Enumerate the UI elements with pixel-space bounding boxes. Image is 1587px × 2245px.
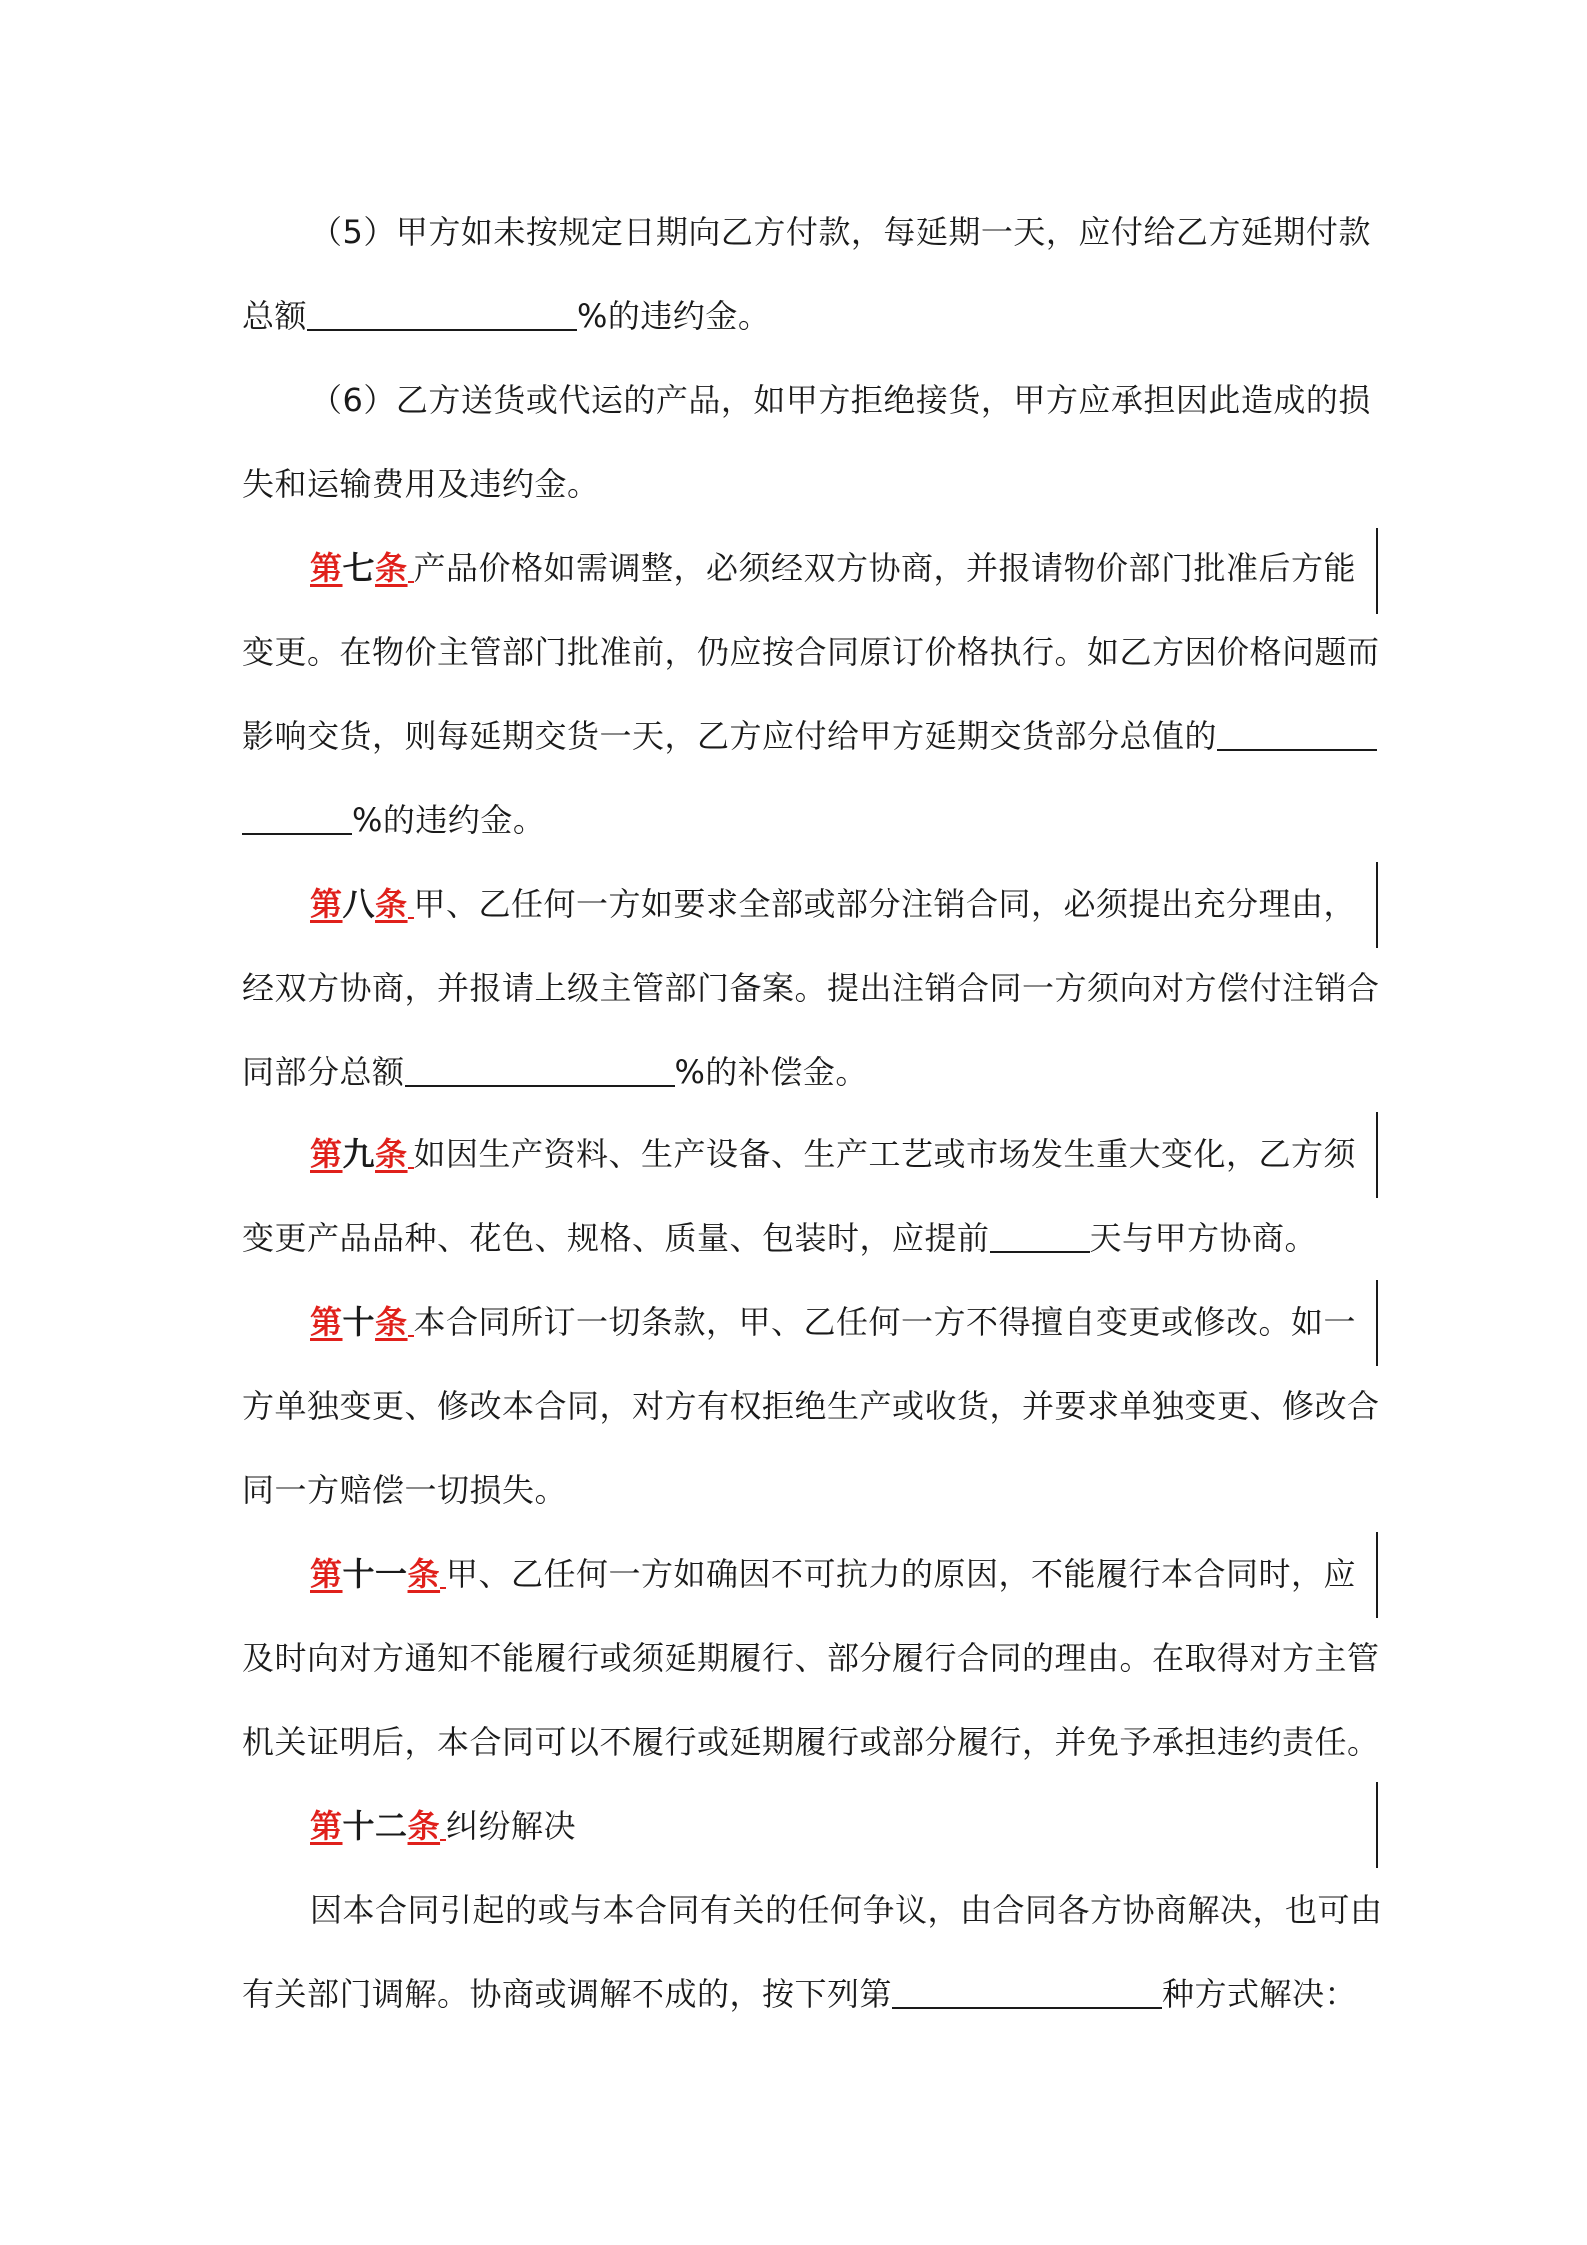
- fill-blank-percent[interactable]: [307, 293, 577, 331]
- article-9-label-di: 第: [310, 1135, 343, 1173]
- article-9-text-2: 变更产品品种、花色、规格、质量、包装时，应提前: [242, 1219, 990, 1257]
- article-8-line-3: [242, 1042, 1352, 1102]
- revision-bar: [1376, 528, 1378, 614]
- revision-bar: [1376, 862, 1378, 948]
- article-7-text: 产品价格如需调整，必须经双方协商，并报请物价部门批准后方能: [413, 549, 1357, 587]
- article-8-label-num: 八: [342, 885, 376, 923]
- article-7-line-4: [242, 790, 1352, 850]
- article-7-line-1: [310, 538, 1357, 598]
- article-11-label-di: 第: [310, 1555, 343, 1593]
- clause-6-line-2: [242, 454, 1352, 514]
- article-8-label-di: 第: [310, 885, 343, 923]
- article-12-heading: 纠纷解决: [446, 1807, 577, 1845]
- article-10-line-3: [242, 1460, 1352, 1520]
- article-7-label-di: 第: [310, 549, 343, 587]
- article-11-text: 甲、乙任何一方如确因不可抗力的原因，不能履行本合同时，应: [446, 1555, 1357, 1593]
- fill-blank-percent[interactable]: [405, 1049, 675, 1087]
- article-12-label-di: 第: [310, 1807, 343, 1845]
- article-12-line-3: [242, 1964, 1358, 2024]
- article-12-label-num: 十二: [342, 1807, 408, 1845]
- article-12-line-2: [310, 1880, 1383, 1940]
- article-7-label-num: 七: [342, 549, 376, 587]
- article-11-line-2: [242, 1628, 1380, 1688]
- revision-bar: [1376, 1112, 1378, 1198]
- article-7-text-3: 影响交货，则每延期交货一天，乙方应付给甲方延期交货部分总值的: [242, 717, 1218, 755]
- fill-blank-method[interactable]: [892, 1971, 1162, 2009]
- article-10-text-3: 同一方赔偿一切损失。: [242, 1471, 568, 1509]
- article-10-text-2: 方单独变更、修改本合同，对方有权拒绝生产或收货，并要求单独变更、修改合: [242, 1387, 1380, 1425]
- fill-blank-percent[interactable]: [1217, 713, 1377, 751]
- article-10-text: 本合同所订一切条款，甲、乙任何一方不得擅自变更或修改。如一: [413, 1303, 1357, 1341]
- article-10-line-1: [310, 1292, 1357, 1352]
- article-7-line-3: [242, 706, 1352, 766]
- article-7-line-2: [242, 622, 1380, 682]
- article-12-text-2: 有关部门调解。协商或调解不成的，按下列第: [242, 1975, 893, 2013]
- fill-blank-percent[interactable]: [242, 797, 352, 835]
- clause-6-text-2: 失和运输费用及违约金。: [242, 465, 600, 503]
- article-8-text: 甲、乙任何一方如要求全部或部分注销合同，必须提出充分理由，: [413, 885, 1357, 923]
- revision-bar: [1376, 1280, 1378, 1366]
- article-8-label-tiao: 条: [375, 885, 408, 923]
- article-10-line-2: [242, 1376, 1380, 1436]
- clause-5-text: （5）甲方如未按规定日期向乙方付款，每延期一天，应付给乙方延期付款: [310, 213, 1371, 251]
- article-12-line-1: [310, 1796, 1352, 1856]
- article-11-text-2: 及时向对方通知不能履行或须延期履行、部分履行合同的理由。在取得对方主管: [242, 1639, 1380, 1677]
- clause-5-line-2: [242, 286, 1352, 346]
- article-8-text-2: 经双方协商，并报请上级主管部门备案。提出注销合同一方须向对方偿付注销合: [242, 969, 1380, 1007]
- revision-bar: [1376, 1782, 1378, 1868]
- article-7-label-tiao: 条: [375, 549, 408, 587]
- article-11-label-tiao: 条: [407, 1555, 441, 1593]
- article-9-text-3: 天与甲方协商。: [1089, 1219, 1318, 1257]
- article-11-text-3: 机关证明后，本合同可以不履行或延期履行或部分履行，并免予承担违约责任。: [242, 1723, 1380, 1761]
- article-9-text: 如因生产资料、生产设备、生产工艺或市场发生重大变化，乙方须: [413, 1135, 1357, 1173]
- article-12-text: 因本合同引起的或与本合同有关的任何争议，由合同各方协商解决，也可由: [310, 1891, 1383, 1929]
- article-7-text-2: 变更。在物价主管部门批准前，仍应按合同原订价格执行。如乙方因价格问题而: [242, 633, 1380, 671]
- article-9-label-num: 九: [342, 1135, 376, 1173]
- clause-6-text: （6）乙方送货或代运的产品，如甲方拒绝接货，甲方应承担因此造成的损: [310, 381, 1371, 419]
- article-10-label-num: 十: [342, 1303, 376, 1341]
- article-11-line-3: [242, 1712, 1380, 1772]
- article-9-line-2: [242, 1208, 1352, 1268]
- article-11-line-1: [310, 1544, 1357, 1604]
- article-8-line-2: [242, 958, 1380, 1018]
- clause-5-text-2: 总额: [242, 297, 308, 335]
- clause-5-text-3: %的违约金。: [577, 297, 771, 335]
- revision-bar: [1376, 1532, 1378, 1618]
- article-8-text-4: %的补偿金。: [674, 1053, 868, 1091]
- article-9-line-1: [310, 1124, 1357, 1184]
- clause-5-line-1: [310, 202, 1371, 262]
- article-12-label-tiao: 条: [407, 1807, 441, 1845]
- fill-blank-days[interactable]: [990, 1215, 1090, 1253]
- article-12-text-3: 种方式解决：: [1162, 1975, 1358, 2013]
- article-9-label-tiao: 条: [375, 1135, 408, 1173]
- article-10-label-tiao: 条: [375, 1303, 408, 1341]
- article-10-label-di: 第: [310, 1303, 343, 1341]
- article-8-text-3: 同部分总额: [242, 1053, 405, 1091]
- article-11-label-num: 十一: [342, 1555, 408, 1593]
- article-7-text-4: %的违约金。: [352, 801, 546, 839]
- article-8-line-1: [310, 874, 1357, 934]
- clause-6-line-1: [310, 370, 1371, 430]
